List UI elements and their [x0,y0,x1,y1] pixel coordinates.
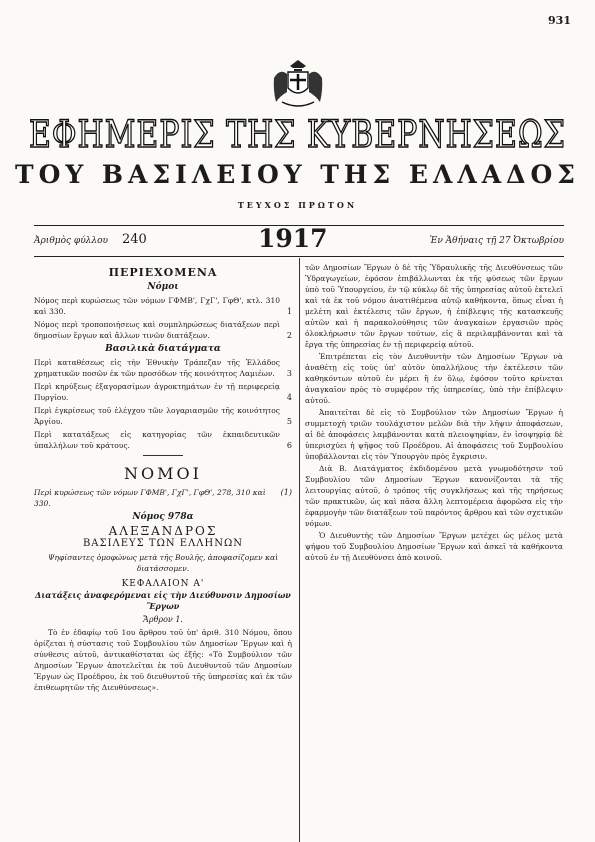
issue-year: 1917 [258,224,328,253]
sheet-number: 240 [122,232,147,247]
king-name: ΑΛΕΞΑΝΔΡΟΣ [108,524,218,538]
issue-label: ΤΕΥΧΟΣ ΠΡΩΤΟΝ [237,200,358,210]
toc-item [34,381,292,403]
toc-item-text: Νόμος περὶ τροποποιήσεως καὶ συμπληρώσεως διατάξεων περὶ δημοσίων ἔργων καὶ ἄλλων τινῶν διατάξεων. [34,320,280,340]
toc-item-page: 2 [286,331,292,340]
contents-laws-heading: Νόμοι [147,282,179,292]
masthead-title: ΕΦΗΜΕΡΙΣ ΤΗΣ ΚΥΒΕΡΝΗΣΕΩΣ [29,113,566,157]
top-rule [34,225,564,226]
law-subject-number: (1) [280,488,292,497]
toc-item-text: Νόμος περὶ κυρώσεως τῶν νόμων ΓΦΜΒ', ΓχΓ', ΓφΘ', κτλ. 310 καὶ 330. [34,296,280,316]
toc-item [34,357,292,379]
toc-item-text: Περὶ ἐγκρίσεως τοῦ ἐλέγχου τῶν λογαριασμῶν τῆς κοινότητος Ἀργίου. [34,406,280,426]
issue-meta-row [34,224,564,254]
toc-item-page: 4 [286,393,292,402]
right-column [305,262,563,564]
masthead-subtitle: ΤΟΥ ΒΑΣΙΛΕΙΟΥ ΤΗΣ ΕΛΛΑΔΟΣ [14,160,580,189]
page-number: 931 [548,14,571,27]
enactment-clause: Ψηφίσαντες ὁμοφώνως μετὰ τῆς Βουλῆς, ἀποφασίζομεν καὶ διατάσσομεν. [47,553,279,573]
body-paragraph: τῶν Δημοσίων Ἔργων ὁ δὲ τῆς Ὑδραυλικῆς τῆς Διευθύνσεως τῶν Ὑδραγωγείων, ἐφόσον ἐπιβάλλωνται ἐκ τῆς φύσεως τῶν ἔργων ὑπὸ τοῦ Ὑπουργείου, ἐν τῷ κύκλῳ δὲ τῆς ὑπηρεσίας αὐτοῦ ἐκτελεῖ καὶ τὰ ἐκ τοῦ νόμου ἀνατιθέμενα αὐτῷ καθήκοντα, ὅπως εἶναι ἡ μελέτη καὶ ἐκτέλεσις τῶν ἔργων, ἡ ἐπίβλεψις τῆς κατασκευῆς αὐτῶν καὶ ἡ παρακολούθησις τῶν ἀναγκαίων ἐργασιῶν πρὸς ὁλοκλήρωσιν τῶν ἔργων τούτων, εἰς ἃ περιλαμβάνονται καὶ τὰ ἔργα τῆς ὑπηρεσίας ἐν τῇ περιφερείᾳ αὐτοῦ. [305,263,563,349]
toc-item-text: Περὶ κατατάξεως εἰς κατηγορίας τῶν ἐκπαιδευτικῶν ὑπαλλήλων τοῦ κράτους. [34,430,280,450]
left-column [34,262,292,694]
header-rule [34,256,564,257]
royal-crest-icon [270,58,326,110]
dateline: Ἐν Ἀθήναις τῇ 27 Ὀκτωβρίου [429,236,564,246]
laws-section-title: ΝΟΜΟΙ [124,464,202,483]
toc-item-page: 3 [286,369,292,378]
body-paragraph: Ἀπαιτεῖται δὲ εἰς τὸ Συμβούλιον τῶν Δημοσίων Ἔργων ἡ συμμετοχὴ τριῶν τουλάχιστον μελῶν διὰ τὴν λῆψιν ἀποφάσεων, αἱ δὲ ἀποφάσεις λαμβάνονται κατὰ πλειοψηφίαν, ἐν ἰσοψηφίᾳ δὲ ὑπερισχύει ἡ ψῆφος τοῦ Προέδρου. Αἱ ἀποφάσεις τοῦ Συμβουλίου ὑποβάλλονται εἰς τὸν Ὑπουργὸν πρὸς ἔγκρισιν. [305,408,563,461]
body-paragraph: Διὰ Β. Διατάγματος ἐκδιδομένου μετὰ γνωμοδότησιν τοῦ Συμβουλίου τῶν Δημοσίων Ἔργων κανονίζονται τὰ τῆς λειτουργίας αὐτοῦ, ὁ τρόπος τῆς συγκλήσεως καὶ τῆς τηρήσεως τῶν πρακτικῶν, ὡς καὶ πᾶσα ἄλλη λεπτομέρεια ἀφορῶσα εἰς τὴν ἐφαρμογὴν τῶν διατάξεων τοῦ παρόντος ἄρθρου καὶ τῶν σχετικῶν νόμων. [305,464,563,528]
toc-item-page: 1 [286,307,292,316]
column-divider [299,258,300,842]
toc-item-page: 6 [286,441,292,450]
body-paragraph: Ἐπιτρέπεται εἰς τὸν Διευθυντὴν τῶν Δημοσίων Ἔργων νὰ ἀναθέτῃ εἰς τοὺς ὑπ' αὐτὸν ὑπαλλήλους τὴν ἐκτέλεσιν τῶν καθηκόντων αὐτοῦ ἐν μέρει ἢ ἐν ὅλῳ, ἐφόσον τοῦτο κρίνεται ἀναγκαῖον πρὸς τὸ συμφέρον τῆς ὑπηρεσίας, ὑπὸ τὴν ἐπίβλεψιν αὐτοῦ. [305,352,563,405]
article-heading: Ἄρθρον 1. [143,615,183,624]
law-number: Νόμος 978α [132,512,194,522]
law-subject [34,487,292,509]
law-subject-text: Περὶ κυρώσεως τῶν νόμων ΓΦΜΒ', ΓχΓ', ΓφΘ', 278, 310 καὶ 330. [34,488,266,508]
section-divider [143,455,183,456]
toc-item-text: Περὶ κηρύξεως ἐξαγορασίμων ἀγροκτημάτων ἐν τῇ περιφερείᾳ Πυργίου. [34,382,280,402]
chapter-heading: ΚΕΦΑΛΑΙΟΝ Α' [121,579,205,589]
toc-item-text: Περὶ καταθέσεως εἰς τὴν Ἐθνικὴν Τράπεζαν τῆς Ἑλλάδος χρηματικῶν ποσῶν ἐκ τῶν προσόδων τῆς κοινότητος Λαμιέων. [34,358,280,378]
contents-decrees-heading: Βασιλικὰ διατάγματα [105,344,221,354]
king-title: ΒΑΣΙΛΕΥΣ ΤΩΝ ΕΛΛΗΝΩΝ [82,538,244,549]
article-paragraph: Τὸ ἐν ἐδαφίῳ τοῦ 1ου ἄρθρου τοῦ ὑπ' ἀριθ. 310 Νόμου, ὅπου ὁρίζεται ἡ σύστασις τοῦ Συμβουλίου τῶν Δημοσίων Ἔργων καὶ ἡ σύνθεσις αὐτοῦ, ἀντικαθίσταται ὡς ἑξῆς: «Τὸ Συμβούλιον τῶν Δημοσίων Ἔργων ἀποτελεῖται ἐκ τοῦ Διευθυντοῦ τῶν Δημοσίων Ἔργων ὡς Προέδρου, ἐκ τοῦ διευθυντοῦ τῆς ὑπηρεσίας καὶ ἐκ τῶν ἐπιθεωρητῶν τῆς Διευθύνσεως». [34,628,292,692]
sheet-label: Ἀριθμὸς φύλλου [34,236,108,246]
toc-item [34,405,292,427]
toc-item [34,319,292,341]
body-paragraph: Ὁ Διευθυντὴς τῶν Δημοσίων Ἔργων μετέχει ὡς μέλος μετὰ ψήφου τοῦ Συμβουλίου Δημοσίων Ἔργων καὶ ἀσκεῖ τὰ καθήκοντα αὐτοῦ ἐν τῇ Διευθύνσει ἀπὸ κοινοῦ. [305,531,563,562]
chapter-description: Διατάξεις ἀναφερόμεναι εἰς τὴν Διεύθυνσιν Δημοσίων Ἔργων [35,590,291,611]
toc-item-page: 5 [286,417,292,426]
toc-item [34,429,292,451]
toc-item [34,295,292,317]
contents-title: ΠΕΡΙΕΧΟΜΕΝΑ [108,266,218,279]
